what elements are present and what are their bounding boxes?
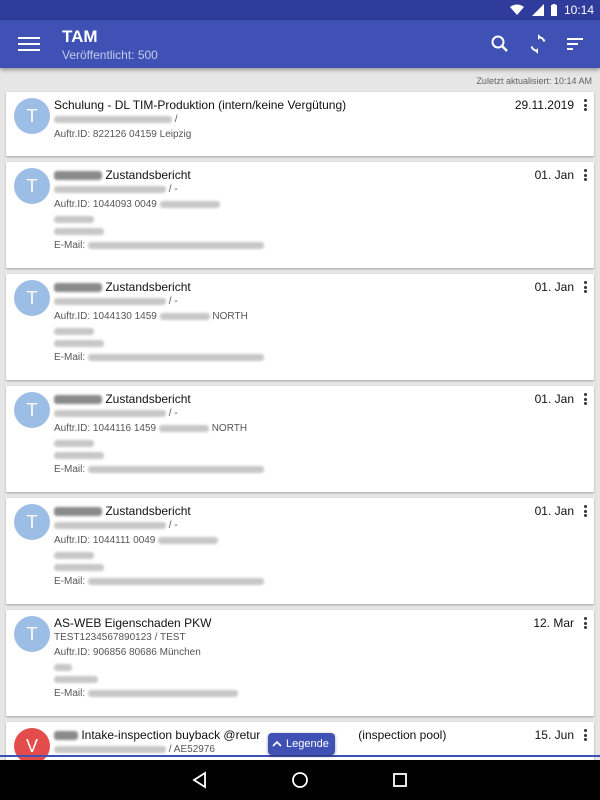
- item-date: 01. Jan: [534, 280, 574, 294]
- item-date: 01. Jan: [534, 504, 574, 518]
- item-order-id: Auftr.ID: 822126 04159 Leipzig: [54, 129, 192, 140]
- avatar: T: [14, 280, 50, 316]
- system-nav-bar: [0, 760, 600, 800]
- item-email: E-Mail:: [54, 576, 264, 587]
- item-address: [54, 214, 94, 225]
- battery-icon: [550, 4, 558, 16]
- more-vert-icon[interactable]: [580, 393, 590, 407]
- menu-icon[interactable]: [18, 34, 40, 54]
- item-line-1: / AE52976: [54, 744, 215, 755]
- item-email: E-Mail:: [54, 688, 238, 699]
- recents-icon[interactable]: [390, 770, 410, 790]
- last-updated-label: Zuletzt aktualisiert: 10:14 AM: [476, 76, 592, 86]
- item-email: E-Mail:: [54, 352, 264, 363]
- list-item[interactable]: [6, 386, 594, 492]
- more-vert-icon[interactable]: [580, 505, 590, 519]
- item-line-1: / -: [54, 296, 178, 307]
- item-address: [54, 662, 72, 673]
- item-address: [54, 438, 94, 449]
- item-city: [54, 450, 104, 461]
- item-title: Zustandsbericht: [54, 168, 191, 182]
- item-title: AS-WEB Eigenschaden PKW: [54, 616, 212, 630]
- status-time: 10:14: [563, 3, 594, 17]
- item-order-id: Auftr.ID: 1044111 0049: [54, 535, 218, 546]
- refresh-icon[interactable]: [526, 32, 550, 56]
- avatar: V: [14, 728, 50, 764]
- back-icon[interactable]: [190, 770, 210, 790]
- more-vert-icon[interactable]: [580, 169, 590, 183]
- item-city: [54, 562, 104, 573]
- avatar: T: [14, 98, 50, 134]
- order-list: [6, 92, 594, 768]
- item-city: [54, 338, 104, 349]
- item-address: [54, 550, 94, 561]
- status-bar: [0, 0, 600, 20]
- item-city: [54, 226, 104, 237]
- item-date: 01. Jan: [534, 168, 574, 182]
- item-email: E-Mail:: [54, 464, 264, 475]
- chevron-up-icon: [272, 740, 282, 748]
- list-item[interactable]: [6, 92, 594, 156]
- item-email: E-Mail:: [54, 240, 264, 251]
- avatar: T: [14, 504, 50, 540]
- more-vert-icon[interactable]: [580, 729, 590, 743]
- item-line-1: TEST1234567890123 / TEST: [54, 632, 186, 643]
- item-order-id: Auftr.ID: 1044130 1459 NORTH: [54, 311, 248, 322]
- item-order-id: Auftr.ID: 1044116 1459 NORTH: [54, 423, 248, 434]
- signal-icon: [530, 4, 544, 16]
- list-item[interactable]: [6, 498, 594, 604]
- list-item[interactable]: [6, 610, 594, 716]
- item-title: Zustandsbericht: [54, 392, 191, 406]
- item-date: 12. Mar: [533, 616, 574, 630]
- app-toolbar: [0, 20, 600, 68]
- item-line-1: / -: [54, 408, 178, 419]
- list-item[interactable]: [6, 162, 594, 268]
- list-bottom-divider: [0, 755, 600, 757]
- wifi-icon: [510, 4, 524, 16]
- item-title: Zustandsbericht: [54, 504, 191, 518]
- avatar: T: [14, 168, 50, 204]
- item-title: Intake-inspection buyback @retur (inspection pool): [54, 728, 446, 742]
- sort-icon[interactable]: [563, 32, 587, 56]
- item-title: Schulung - DL TIM-Produktion (intern/keine Vergütung): [54, 98, 347, 112]
- more-vert-icon[interactable]: [580, 99, 590, 113]
- item-date: 01. Jan: [534, 392, 574, 406]
- item-line-1: / -: [54, 184, 178, 195]
- item-line-1: / -: [54, 520, 178, 531]
- item-order-id: Auftr.ID: 906856 80686 München: [54, 647, 201, 658]
- list-item[interactable]: [6, 274, 594, 380]
- item-title: Zustandsbericht: [54, 280, 191, 294]
- item-date: 15. Jun: [534, 728, 574, 742]
- item-order-id: Auftr.ID: 1044093 0049: [54, 199, 220, 210]
- more-vert-icon[interactable]: [580, 617, 590, 631]
- legend-button[interactable]: [268, 733, 335, 755]
- avatar: T: [14, 392, 50, 428]
- avatar: T: [14, 616, 50, 652]
- more-vert-icon[interactable]: [580, 281, 590, 295]
- toolbar-title: TAM: [62, 27, 98, 46]
- item-address: [54, 326, 94, 337]
- home-icon[interactable]: [290, 770, 310, 790]
- search-icon[interactable]: [488, 32, 512, 56]
- item-line-1: /: [54, 114, 178, 125]
- item-city: [54, 674, 98, 685]
- legend-label: Legende: [286, 738, 329, 750]
- item-date: 29.11.2019: [514, 98, 574, 112]
- toolbar-subtitle: Veröffentlicht: 500: [62, 48, 158, 62]
